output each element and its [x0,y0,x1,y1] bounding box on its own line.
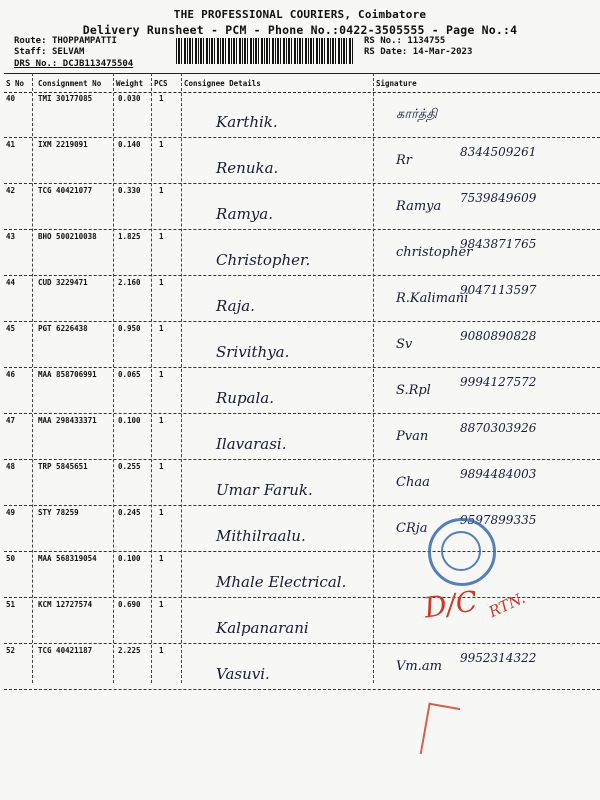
pcs-cell: 1 [159,508,164,517]
col-weight: Weight [116,79,144,88]
col-consignment: Consignment No [38,79,102,88]
pcs-cell: 1 [159,416,164,425]
barcode [176,38,354,64]
recipient-phone: 8344509261 [460,145,537,159]
consignment-cell: TMI 30177085 [38,94,93,103]
col-sno: S No [6,79,25,88]
consignment-cell: MAA 568319054 [38,554,97,563]
consignee-name: Umar Faruk. [216,481,313,499]
col-signature: Signature [376,79,417,88]
col-pcs: PCS [154,79,168,88]
staff-label: Staff: [14,47,47,57]
consignee-name: Vasuvi. [216,665,270,683]
rs-date-line [364,47,472,57]
seal-center [441,531,481,571]
staff-value: SELVAM [51,47,85,57]
table-header [4,73,600,93]
recipient-phone: 7539849609 [460,191,537,205]
consignment-cell: KCM 12727574 [38,600,93,609]
pcs-cell: 1 [159,278,164,287]
weight-cell: 0.245 [118,508,141,517]
pcs-cell: 1 [159,370,164,379]
consignee-name: Rupala. [216,389,275,407]
sno-cell: 41 [6,140,16,149]
pcs-cell: 1 [159,186,164,195]
handwritten-mark [420,703,461,760]
sno-cell: 45 [6,324,16,333]
recipient-signature: christopher [396,245,473,260]
weight-cell: 1.825 [118,232,141,241]
weight-cell: 0.065 [118,370,141,379]
table-row [4,551,600,598]
recipient-phone: 9080890828 [460,329,537,343]
route-label: Route: [14,36,47,46]
recipient-phone: 9843871765 [460,237,537,251]
runsheet-title: Delivery Runsheet - PCM - Phone No.:0422-3505555 - Page No.:4 [82,23,518,37]
weight-cell: 2.225 [118,646,141,655]
recipient-phone: 9894484003 [460,467,537,481]
recipient-phone: 9597899335 [460,513,537,527]
rs-date-label: RS Date: [364,47,408,57]
consignee-name: Mhale Electrical. [216,573,347,591]
col-consignee: Consignee Details [184,79,261,88]
weight-cell: 0.100 [118,554,141,563]
company-title: THE PROFESSIONAL COURIERS, Coimbatore [173,8,427,21]
sno-cell: 47 [6,416,16,425]
recipient-signature: CRja [396,521,428,536]
staff-line [14,47,84,57]
consignee-name: Kalpanarani [216,619,309,637]
consignment-cell: TRP 5845651 [38,462,88,471]
drs-label: DRS No.: [14,59,58,69]
consignee-name: Karthik. [216,113,278,131]
table-row [4,367,600,414]
weight-cell: 0.690 [118,600,141,609]
recipient-signature: Sv [396,337,413,352]
table-row [4,229,600,276]
weight-cell: 0.950 [118,324,141,333]
rs-no-value: 1134755 [407,36,446,46]
weight-cell: 2.160 [118,278,141,287]
consignee-name: Mithilraalu. [216,527,306,545]
drs-value: DCJB113475504 [62,59,134,69]
pcs-cell: 1 [159,324,164,333]
recipient-signature: S.Rpl [396,383,431,398]
consignee-name: Renuka. [216,159,279,177]
sno-cell: 51 [6,600,16,609]
rs-no-line [364,36,445,46]
rtn-annotation: RTN. [485,588,528,622]
weight-cell: 0.140 [118,140,141,149]
pcs-cell: 1 [159,140,164,149]
drs-line [14,59,133,69]
table-row [4,183,600,230]
consignment-cell: PGT 6226438 [38,324,88,333]
consignment-cell: TCG 40421077 [38,186,93,195]
sno-cell: 40 [6,94,16,103]
recipient-phone: 8870303926 [460,421,537,435]
pcs-cell: 1 [159,462,164,471]
dtc-annotation: D/C [421,584,480,625]
weight-cell: 0.030 [118,94,141,103]
recipient-signature: Vm.am [396,659,442,674]
weight-cell: 0.255 [118,462,141,471]
consignment-cell: STY 78259 [38,508,79,517]
recipient-signature: Rr [396,153,413,168]
consignment-cell: IXM 2219091 [38,140,88,149]
recipient-phone: 9994127572 [460,375,537,389]
table-row [4,643,600,690]
rs-no-label: RS No.: [364,36,402,46]
table-row [4,275,600,322]
pcs-cell: 1 [159,232,164,241]
consignment-cell: TCG 40421187 [38,646,93,655]
table-row [4,413,600,460]
rs-date-value: 14-Mar-2023 [412,47,473,57]
consignment-cell: CUD 3229471 [38,278,88,287]
route-line [14,36,117,46]
weight-cell: 0.330 [118,186,141,195]
pcs-cell: 1 [159,94,164,103]
pcs-cell: 1 [159,646,164,655]
recipient-phone: 9047113597 [460,283,537,297]
consignee-name: Raja. [216,297,255,315]
weight-cell: 0.100 [118,416,141,425]
consignment-cell: MAA 858706991 [38,370,97,379]
recipient-signature: Pvan [396,429,429,444]
route-value: THOPPAMPATTI [51,36,117,46]
table-row [4,137,600,184]
consignment-cell: BHO 500210038 [38,232,97,241]
table-row [4,459,600,506]
pcs-cell: 1 [159,600,164,609]
sno-cell: 48 [6,462,16,471]
pcs-cell: 1 [159,554,164,563]
sno-cell: 49 [6,508,16,517]
table-row [4,505,600,552]
table-row [4,91,600,138]
sno-cell: 42 [6,186,16,195]
consignee-name: Christopher. [216,251,311,269]
recipient-signature: Chaa [396,475,430,490]
consignee-name: Ilavarasi. [216,435,287,453]
recipient-signature: கார்த்தி [396,107,438,122]
table-row [4,321,600,368]
consignee-name: Ramya. [216,205,273,223]
sno-cell: 50 [6,554,16,563]
recipient-phone: 9952314322 [460,651,537,665]
company-seal [428,518,496,586]
sno-cell: 52 [6,646,16,655]
consignee-name: Srivithya. [216,343,290,361]
sno-cell: 46 [6,370,16,379]
recipient-signature: Ramya [396,199,442,214]
sno-cell: 44 [6,278,16,287]
recipient-signature: R.Kalimani [396,291,469,306]
consignment-cell: MAA 298433371 [38,416,97,425]
sno-cell: 43 [6,232,16,241]
